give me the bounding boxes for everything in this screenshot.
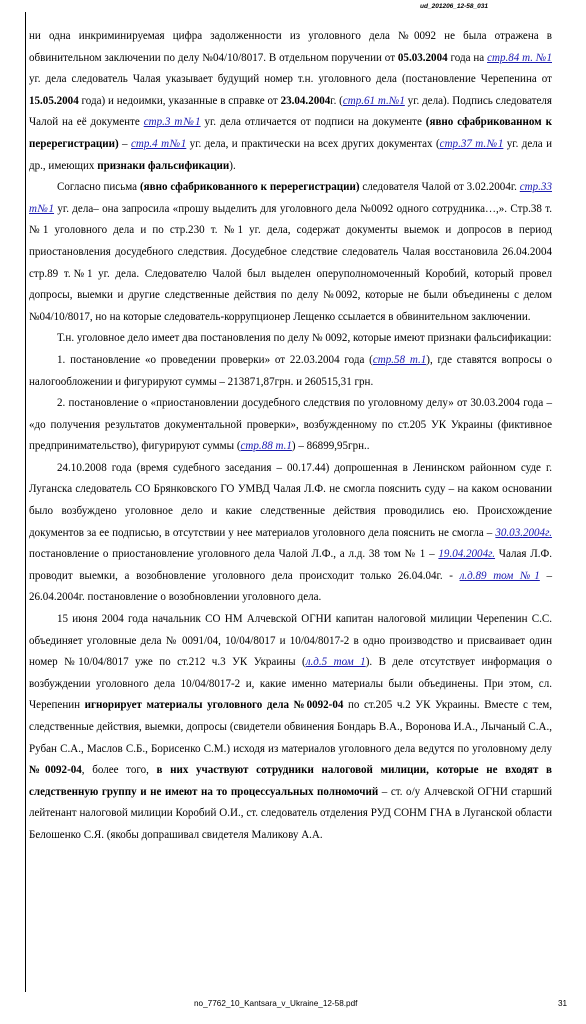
text-run: ни одна инкриминируемая цифра задолженности из уголовного дела №0092 не была отражена в обвинительном заключении по делу №04/10/8017. В отдельном поручении от — [29, 30, 552, 64]
text-run: уг. дела– она запросила «прошу выделить для уголовного дела №0092 одного сотрудника…,». Стр.38 т. №1 уголовного дела и по стр.230 т. №1 уг. дела, содержат документы выемок и допросов в период приостановления досудебного следствия. Досудебное следствие следователь Чалая восстановила 26.04.2004 стр.89 т.№1 уг. дела. Следователю Чалой был выделен оперуполномоченный Коробий, который провел допросы, выемки и другие следственные действия по делу №0092, которые не были объединены с делом №04/10/8017, но на которые следователь-коррупционер Лещенко ссылается в обвинительном заключении. — [29, 202, 552, 323]
paragraph — [29, 328, 552, 350]
bold-text: 23.04.2004 — [280, 94, 331, 107]
text-run: следователя Чалой от 3.02.2004г. — [359, 181, 520, 194]
case-reference-link[interactable]: стр.3 т№1 — [143, 116, 201, 129]
margin-line — [25, 12, 26, 992]
bold-text: (явно сфабрикованного к перерегистрации) — [139, 181, 360, 194]
text-run: по ст.205 ч.2 УК Украины. Вместе с тем, следственные действия, выемки, допросы (свидетели обвинения Бондарь В.А., Воронова И.А., Лычаный С.А., Рубан С.А., Маслов С.Б., Борисенко С.М.) исходя из материалов уголовного дела ведутся по уголовному делу — [29, 699, 553, 755]
document-body — [29, 26, 552, 847]
case-reference-link[interactable]: стр.61 т.№1 — [342, 94, 405, 107]
text-run: г. ( — [330, 94, 343, 107]
text-run: 1. постановление «о проведении проверки» от 22.03.2004 года ( — [57, 353, 373, 366]
case-reference-link[interactable]: стр.58 т.1 — [372, 353, 427, 366]
text-run: , более того, — [81, 764, 157, 777]
text-run: уг. дела, и практически на всех других документах ( — [186, 137, 440, 150]
bold-text: признаки фальсификации — [97, 159, 230, 172]
paragraph — [29, 609, 552, 847]
bold-text: в них участвуют сотрудники налоговой милиции, которые не входят в следственную группу и не имеют на то процессуальных полномочий — [29, 764, 552, 798]
text-run: года на — [447, 51, 488, 64]
text-run: ). В деле отсутствует информация о возбуждении уголовного дела 10/04/8017-2 и, какие именно материалы были объединены. При этом, сл. Черепенин — [29, 656, 552, 712]
text-run: 2. постановление о «приостановлении досудебного следствия по уголовному делу» от 30.03.2004 года – «до получения результатов документальной проверки», возбужденному по ст.205 УК Украины (фиктивное предпринимательство), фигурируют суммы ( — [29, 397, 552, 453]
text-run: Т.н. уголовное дело имеет два постановления по делу № 0092, которые имеют признаки фальсификации: — [57, 332, 552, 345]
text-run: 15 июня 2004 года начальник СО НМ Алчевской ОГНИ капитан налоговой милиции Черепенин С.С. объединяет уголовные дела № 0091/04, 10/04/8017 и 10/04/8017-2 в одно производство и присваивает один номер №10/04/8017 уже по ст.212 ч.3 УК Украины ( — [29, 613, 552, 669]
paragraph — [29, 393, 552, 458]
text-run: ), где ставятся вопросы о налогообложении и фигурируют суммы – 213871,87грн. и 260515,31 грн. — [29, 353, 552, 388]
case-reference-link[interactable]: л.д.5 том 1 — [305, 656, 366, 669]
bold-text: игнорирует материалы уголовного дела №0092-04 — [84, 699, 344, 712]
paragraph — [29, 26, 552, 177]
paragraph — [29, 177, 552, 328]
text-run: – ст. о/у Алчевской ОГНИ старший лейтенант налоговой милиции Коробий О.И., ст. следователь отделения РУД СОНМ ГНА в Луганской области Белошенко С.Я. (якобы допрашивал свидетеля Маликову А.А. — [29, 785, 553, 841]
case-reference-link[interactable]: л.д.89 том №1 — [459, 569, 540, 582]
bold-text: 15.05.2004 — [29, 94, 79, 107]
text-run: года) и недоимки, указанные в справке от — [78, 94, 281, 107]
footer-filename: no_7762_10_Kantsara_v_Ukraine_12-58.pdf — [194, 999, 358, 1008]
page-number: 31 — [558, 999, 568, 1008]
case-reference-link[interactable]: стр.88 т.1 — [240, 440, 292, 453]
text-run: ) – 86899,95грн.. — [291, 440, 370, 453]
case-reference-link[interactable]: стр.4 т№1 — [130, 137, 187, 150]
case-reference-link[interactable]: стр.84 т. №1 — [487, 51, 552, 64]
case-reference-link[interactable]: стр.33 т№1 — [29, 181, 552, 215]
bold-text: (явно сфабрикованном к перерегистрации) — [29, 116, 552, 150]
text-run: Согласно письма — [57, 181, 140, 194]
text-run: уг. дела отличается от подписи на документе — [200, 116, 426, 129]
document-id: ud_201206_12-58_031 — [420, 3, 488, 10]
text-run: Чалая Л.Ф. проводит выемки, а возобновление уголовного дела происходит только 26.04.04г. - — [29, 548, 552, 582]
text-run: 24.10.2008 года (время судебного заседания – 00.17.44) допрошенная в Ленинском районном суде г. Луганска следователь СО Брянковского ГО УМВД Чалая Л.Ф. не смогла пояснить суду – на каком основании было возбуждено уголовное дело и какие следственные действия проводились ею. Происхождение документов за ее подписью, в отсутствии у нее материалов уголовного дела пояснить не смогла – — [29, 461, 552, 539]
text-run: ). — [229, 159, 236, 172]
case-reference-link[interactable]: 19.04.2004г. — [438, 548, 496, 561]
bold-text: 05.03.2004 — [397, 51, 448, 64]
text-run: уг. дела). Подпись следователя Чалой на её документе — [29, 94, 552, 129]
text-run: – 26.04.2004г. постановление о возобновлении уголовного дела. — [29, 569, 552, 604]
text-run: уг. дела и др., имеющих — [29, 137, 552, 172]
case-reference-link[interactable]: 30.03.2004г. — [495, 526, 552, 539]
text-run: постановление о приостановление уголовного дела Чалой Л.Ф., а л.д. 38 том № 1 – — [29, 548, 439, 561]
paragraph — [29, 350, 552, 393]
text-run: – — [118, 137, 131, 150]
paragraph — [29, 458, 552, 609]
case-reference-link[interactable]: стр.37 т.№1 — [439, 137, 504, 150]
bold-text: №0092-04 — [29, 764, 82, 777]
text-run: уг. дела следователь Чалая указывает будущий номер т.н. уголовного дела (постановление Черепенина от — [29, 73, 552, 86]
